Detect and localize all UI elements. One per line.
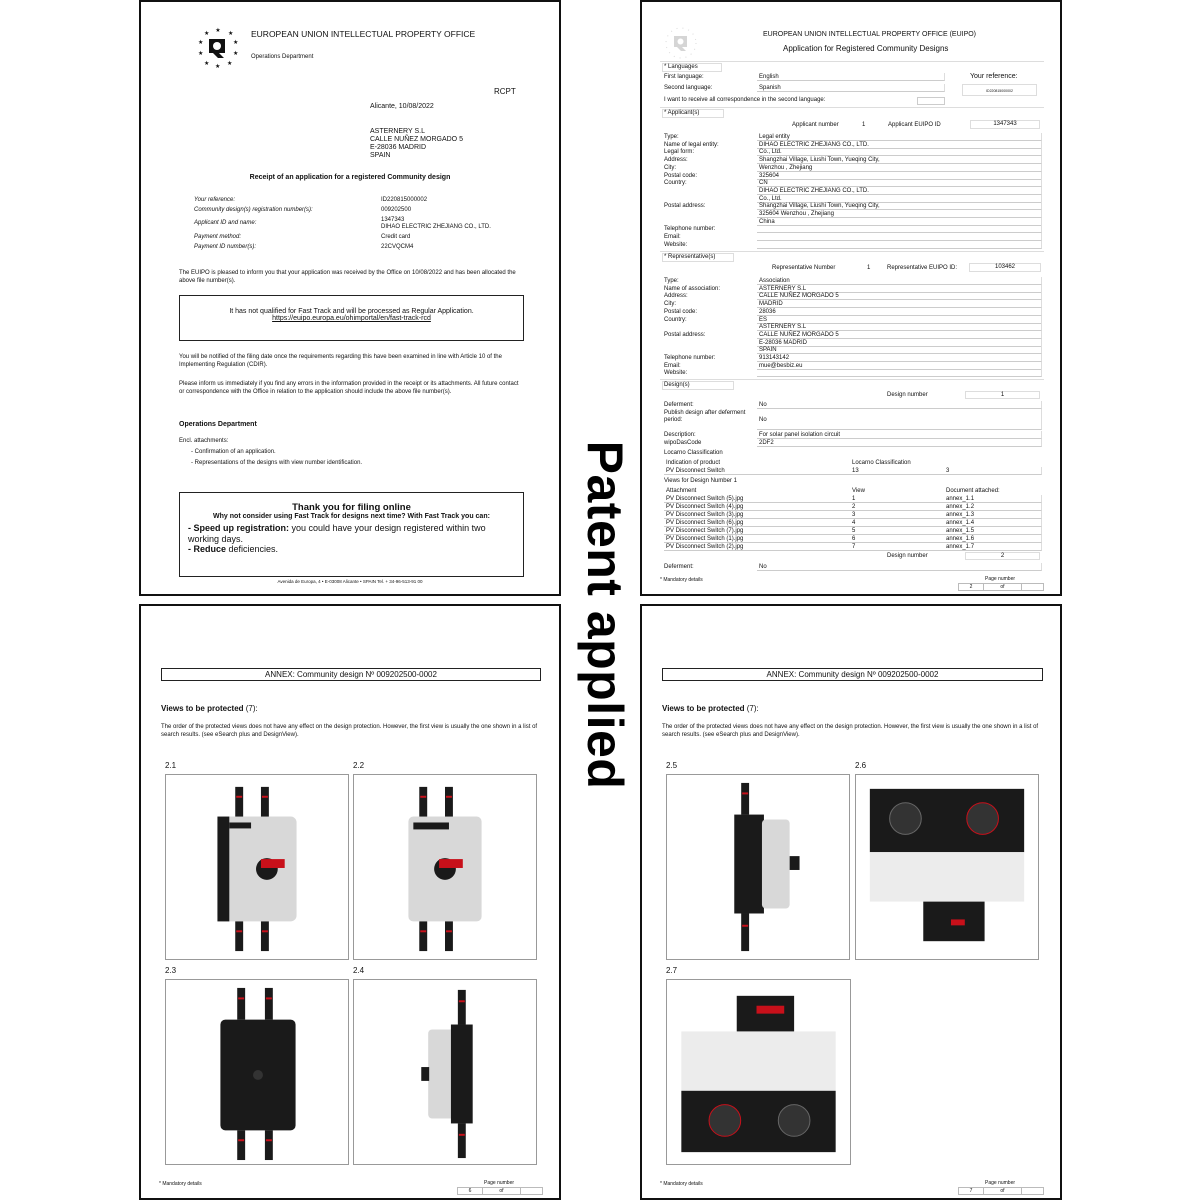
svg-text:★: ★ [198, 51, 204, 57]
office-name: EUROPEAN UNION INTELLECTUAL PROPERTY OFFICE [251, 29, 476, 39]
pv-disconnect-switch-drawing [354, 775, 536, 959]
field-underline [757, 401, 1042, 409]
field-label: Legal form: [664, 149, 695, 156]
field-value: English [759, 74, 779, 80]
page-number-box [958, 1187, 1044, 1195]
enclosure-item: - Representations of the designs with view number identification. [191, 460, 363, 466]
field-label: Address: [664, 293, 688, 300]
field-value: 913143142 [759, 355, 790, 361]
representative-number-label: Representative Number [772, 265, 836, 271]
field-value: SPAIN [759, 347, 777, 354]
annex-page-7 [640, 604, 1062, 1200]
svg-text:★: ★ [204, 31, 210, 37]
benefit-deficiencies [188, 544, 515, 555]
department-name: Operations Department [251, 54, 314, 60]
address-line: E-28036 MADRID [370, 144, 427, 151]
representative-id: 103462 [969, 263, 1041, 272]
address-line: ASTERNERY S.L [370, 128, 425, 135]
patent-applied-stamp: Patent applied [577, 440, 633, 790]
para-received: The EUIPO is pleased to inform you that your application was received by the Office on 10/08/2022 and has been allocated the above file number(s). [179, 270, 516, 284]
views-cell: PV Disconnect Switch (2).jpg [666, 544, 744, 550]
field-underline [757, 439, 1042, 447]
enclosure-item: - Confirmation of an application. [191, 449, 276, 455]
views-cell: 7 [852, 544, 856, 550]
views-cell: annex_1.5 [946, 528, 975, 534]
application-page [640, 0, 1062, 596]
pv-disconnect-switch-drawing [667, 980, 850, 1164]
pv-disconnect-switch-drawing [856, 775, 1038, 959]
fast-track-link[interactable]: https://euipo.europa.eu/ohimportal/en/fast-track-rcd [272, 315, 431, 322]
address-line: CALLE NUÑEZ MORGADO 5 [370, 136, 463, 143]
pv-disconnect-switch-drawing [166, 775, 348, 959]
view-label: 2.7 [666, 966, 678, 975]
para-errors: Please inform us immediately if you find any errors in the information provided in the receipt or its attachments. All future contact or correspondence with the Office in relation to the application should include the above file number(s). [179, 381, 519, 395]
receipt-field-value: 22CVQCM4 [381, 244, 414, 250]
view-image-front-alt [353, 774, 537, 960]
field-label: Website: [664, 241, 688, 248]
field-label: Type: [664, 134, 679, 140]
field-label: Type: [664, 278, 679, 284]
field-value: Wenzhou , Zhejiang [759, 164, 813, 171]
svg-text:★: ★ [215, 28, 221, 34]
locarno-cell: 3 [946, 468, 950, 474]
page-of: of [483, 1188, 521, 1194]
field-underline [757, 409, 1042, 430]
field-value: ASTERNERY S.L [759, 285, 807, 292]
field-value: No [759, 402, 767, 408]
field-label: Name of association: [664, 285, 721, 292]
section-heading: * Applicant(s) [662, 109, 724, 118]
receipt-date: Alicante, 10/08/2022 [370, 103, 434, 110]
recipient-address [370, 128, 463, 160]
euipo-logo-icon [664, 26, 698, 60]
applicant-number: 1 [862, 122, 866, 128]
field-value: Spanish [759, 85, 781, 91]
page-number-box [457, 1187, 543, 1195]
page-of: of [984, 1188, 1022, 1194]
signoff: Operations Department [179, 421, 257, 428]
views-count: (7): [243, 704, 258, 713]
page-of: of [984, 584, 1022, 590]
receipt-field-value: 009202500 [381, 207, 412, 213]
view-image-back [165, 979, 349, 1165]
design-number-label: Design number [887, 392, 928, 398]
field-value: E-28036 MADRID [759, 339, 808, 346]
section-divider [660, 107, 1044, 108]
field-value: No [759, 417, 767, 423]
field-value: 28036 [759, 308, 776, 315]
receipt-field-label: Applicant ID and name: [194, 220, 257, 226]
page-number: 6 [458, 1188, 483, 1194]
view-image-front [165, 774, 349, 960]
views-cell: PV Disconnect Switch (4).jpg [666, 504, 744, 510]
views-heading-bold: Views to be protected [161, 704, 244, 713]
form-title: Application for Registered Community Designs [783, 44, 949, 53]
view-image-side-left [666, 774, 850, 960]
field-label: wipoDasCode [664, 440, 702, 446]
views-cell: annex_1.2 [946, 504, 975, 510]
representative-number: 1 [867, 265, 871, 271]
receipt-title: Receipt of an application for a registered Community design [249, 174, 451, 181]
locarno-cell: 13 [852, 468, 859, 474]
view-label: 2.5 [666, 761, 678, 770]
field-underline [757, 84, 945, 92]
views-cell: 3 [852, 512, 856, 518]
field-label: Email: [664, 362, 681, 369]
office-name: EUROPEAN UNION INTELLECTUAL PROPERTY OFFICE (EUIPO) [763, 31, 977, 38]
field-value: CALLE NUÑEZ MORGADO 5 [759, 331, 839, 338]
field-label: Deferment: [664, 564, 694, 570]
views-cell: 1 [852, 496, 856, 502]
svg-text:★: ★ [215, 64, 221, 70]
fast-track-box [179, 295, 524, 341]
field-label: Name of legal entity: [664, 141, 719, 148]
locarno-cell: PV Disconnect Switch [666, 468, 725, 474]
receipt-page [139, 0, 561, 596]
views-heading [662, 704, 759, 713]
design-number-label: Design number [887, 553, 928, 559]
field-label: Second language: [664, 85, 713, 91]
field-value: CN [759, 180, 768, 187]
page-number: 7 [959, 1188, 984, 1194]
field-label: Website: [664, 370, 688, 377]
annex-title: ANNEX: Community design Nº 009202500-0002 [161, 668, 541, 681]
para-filing-date: You will be notified of the filing date once the requirements regarding this have been examined in line with Article 10 of the Implementing Regulation (CDIR). [179, 354, 502, 368]
field-label: City: [664, 164, 676, 171]
field-underline [757, 73, 945, 81]
field-value: China [759, 218, 775, 225]
field-label: First language: [664, 74, 704, 80]
annex-page-6 [139, 604, 561, 1200]
fast-track-status: It has not qualified for Fast Track and will be processed as Regular Application. [229, 308, 474, 315]
views-header: Document attached: [946, 488, 1000, 494]
field-value: Association [759, 278, 790, 284]
benefit-text: deficiencies. [226, 544, 279, 554]
page-number-box [958, 583, 1044, 591]
receipt-field-value: ID220815000002 [381, 197, 428, 203]
views-header: Attachment [666, 488, 697, 494]
field-value: Shangzhai Village, Liushi Town, Yueqing City, [759, 157, 880, 164]
receipt-field-value: Credit card [381, 234, 411, 240]
design-number: 1 [965, 391, 1040, 399]
svg-text:★: ★ [228, 31, 234, 37]
field-label: Telephone number: [664, 355, 716, 361]
correspondence-label: I want to receive all correspondence in the second language: [664, 97, 826, 103]
pv-disconnect-switch-drawing [166, 980, 348, 1164]
views-cell: 2 [852, 504, 856, 510]
svg-text:★: ★ [233, 51, 239, 57]
views-cell: PV Disconnect Switch (6).jpg [666, 520, 744, 526]
views-cell: PV Disconnect Switch (5).jpg [666, 496, 744, 502]
field-underline [757, 369, 1042, 377]
field-value: Legal entity [759, 134, 790, 140]
page-number-label: Page number [985, 576, 1016, 582]
views-cell: annex_1.4 [946, 520, 975, 526]
thank-you-subtitle: Why not consider using Fast Track for designs next time? With Fast Track you can: [213, 513, 490, 520]
benefit-bold: - Speed up registration: [188, 523, 290, 533]
views-cell: annex_1.6 [946, 536, 975, 542]
view-label: 2.1 [165, 761, 177, 770]
views-cell: annex_1.3 [946, 512, 975, 518]
view-image-top [666, 979, 851, 1165]
section-heading: * Representative(s) [662, 253, 734, 262]
doc-code: RCPT [494, 87, 516, 96]
views-count: (7): [744, 704, 759, 713]
field-label: Address: [664, 157, 688, 164]
view-label: 2.2 [353, 761, 365, 770]
views-heading [161, 704, 258, 713]
field-value: ES [759, 316, 768, 323]
field-value: 325604 [759, 172, 780, 179]
pv-disconnect-switch-drawing [667, 775, 849, 959]
field-value: No [759, 564, 767, 570]
field-value: 2DF2 [759, 440, 774, 446]
view-label: 2.3 [165, 966, 177, 975]
views-note: The order of the protected views does not have any effect on the design protection. However, the first view is usually the one shown in a list of search results. (see eSearch plus and DesignView). [662, 724, 1039, 738]
locarno-heading: Locarno Classification [664, 450, 723, 456]
enclosures-label: Encl. attachments: [179, 438, 229, 444]
field-label: Publish design after deferment period: [664, 410, 746, 423]
field-label: Postal code: [664, 308, 698, 315]
address-line: SPAIN [370, 152, 391, 159]
views-cell: annex_1.7 [946, 544, 975, 550]
applicant-id: 1347343 [970, 120, 1040, 129]
mandatory-note: * Mandatory details [159, 1181, 202, 1187]
annex-title: ANNEX: Community design Nº 009202500-0002 [662, 668, 1043, 681]
views-cell: 6 [852, 536, 856, 542]
receipt-field-label: Community design(s) registration number(s): [194, 207, 313, 213]
page-number: 2 [959, 584, 984, 590]
field-label: Country: [664, 180, 687, 187]
benefit-bold: - Reduce [188, 544, 227, 554]
applicant-number-label: Applicant number [792, 122, 839, 128]
field-value: Co., Ltd. [759, 149, 782, 156]
svg-text:★: ★ [198, 40, 204, 46]
field-value: Co., Ltd. [759, 195, 782, 202]
views-cell: 5 [852, 528, 856, 534]
page-number-label: Page number [484, 1180, 515, 1186]
field-label: Deferment: [664, 402, 694, 408]
section-divider [660, 379, 1044, 380]
field-label: Description: [664, 432, 696, 438]
thank-you-box [179, 492, 524, 577]
receipt-field-label: Payment method: [194, 234, 242, 240]
section-divider [660, 61, 1044, 62]
views-note: The order of the protected views does not have any effect on the design protection. However, the first view is usually the one shown in a list of search results. (see eSearch plus and DesignView). [161, 724, 538, 738]
view-label: 2.4 [353, 966, 365, 975]
field-label: City: [664, 301, 676, 308]
mandatory-note: * Mandatory details [660, 577, 703, 583]
euipo-logo-icon [196, 26, 240, 70]
field-value: DIHAO ELECTRIC ZHEJIANG CO., LTD. [759, 141, 869, 148]
pv-disconnect-switch-drawing [354, 980, 536, 1164]
field-label: Telephone number: [664, 226, 716, 233]
mandatory-note: * Mandatory details [660, 1181, 703, 1187]
field-label: Postal address: [664, 331, 706, 338]
views-header: View [852, 488, 865, 494]
applicant-id-label: Applicant EUIPO ID [888, 122, 941, 128]
section-heading: * Languages [662, 63, 722, 72]
thank-you-title: Thank you for filing online [292, 502, 411, 513]
view-image-bottom [855, 774, 1039, 960]
svg-text:★: ★ [233, 40, 239, 46]
svg-text:★: ★ [227, 61, 233, 67]
field-value: MADRID [759, 301, 783, 308]
field-label: Email: [664, 234, 681, 241]
representative-id-label: Representative EUIPO ID: [887, 265, 958, 271]
table-rule [664, 467, 1042, 475]
views-heading: Views for Design Number 1 [664, 478, 737, 484]
benefit-text: you could have your design registered within two working days. [188, 523, 486, 544]
correspondence-checkbox[interactable] [917, 97, 945, 105]
svg-text:★: ★ [204, 61, 210, 67]
receipt-field-value: 1347343 DIHAO ELECTRIC ZHEJIANG CO., LTD. [381, 217, 491, 230]
field-value: 325604 Wenzhou , Zhejiang [759, 211, 834, 217]
reference-label: Your reference: [970, 73, 1018, 80]
receipt-field-label: Your reference: [194, 197, 236, 203]
field-value: DIHAO ELECTRIC ZHEJIANG CO., LTD. [759, 187, 869, 194]
view-image-side [353, 979, 537, 1165]
benefit-speed [188, 523, 517, 544]
field-underline [757, 563, 1042, 571]
field-value: ASTERNERY S.L [759, 324, 807, 331]
receipt-field-label: Payment ID number(s): [194, 244, 257, 250]
page-number-label: Page number [985, 1180, 1016, 1186]
view-label: 2.6 [855, 761, 867, 770]
field-value: For solar panel isolation circuit [759, 432, 841, 438]
locarno-header: Indication of product [666, 460, 721, 466]
field-value: Shangzhai Village, Liushi Town, Yueqing City, [759, 203, 880, 210]
views-heading-bold: Views to be protected [662, 704, 745, 713]
field-label: Country: [664, 316, 687, 323]
views-cell: annex_1.1 [946, 496, 975, 502]
field-value: CALLE NUÑEZ MORGADO 5 [759, 293, 839, 300]
reference-value: ID220815000002 [962, 84, 1037, 96]
footer-address: Avenida de Europa, 4 • E-03008 Alicante • SPAIN Tel. + 34-96-513-91 00 [277, 579, 423, 584]
design-number: 2 [965, 552, 1040, 560]
field-label: Postal code: [664, 172, 698, 179]
section-divider [660, 251, 1044, 252]
field-underline [757, 241, 1042, 249]
field-label: Postal address: [664, 203, 706, 210]
views-cell: PV Disconnect Switch (3).jpg [666, 512, 744, 518]
field-value: mue@besbiz.eu [759, 362, 803, 369]
section-heading: Design(s) [662, 381, 734, 390]
views-cell: PV Disconnect Switch (1).jpg [666, 536, 744, 542]
views-cell: 4 [852, 520, 856, 526]
locarno-header: Locarno Classification [852, 460, 911, 466]
views-cell: PV Disconnect Switch (7).jpg [666, 528, 744, 534]
